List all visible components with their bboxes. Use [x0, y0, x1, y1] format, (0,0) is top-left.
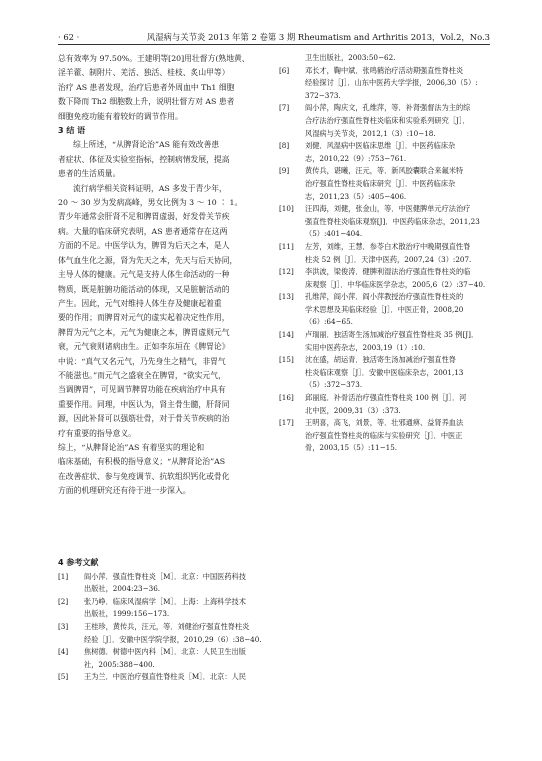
body-text: 流行病学相关资料证明，AS 多发于青少年， 20 ～ 30 岁为发病高峰，男女比例为 3 ～ 10 ∶ 1。 青少年通常会肝肾不足和脾胃虚弱，好发骨关节疾 病。大量的临床研究表明，AS 患者通常存在这两 方面的不足。中医学认为，脾胃为后天之本，是人 体气血生化之源，肾为先天之本，先天与后天协同， 主导人体的健康。元气是支持人体生命活动的一种 物质，既是脏腑功能活动的体现，又是脏腑活动的 产生。因此，元气对维持人体生存及健康起着重 要的作用；而脾胃对元气的虚实起着决定性作用， 脾胃为元气之本，元气为健康之本，脾胃虚则元气 衰，元气衰则诸病由生。正如李东垣在《脾胃论》 中说：“真气又名元气，乃先身生之精气，非胃气 不能滋也。”而元气之盛衰全在脾胃，“欲实元气， 当调脾胃”，可见调节脾胃功能在疾病治疗中具有 重要作用。同理，中医认为，肾主骨生髓，肝肾同 源，因此补肾可以强筋壮骨，对于骨关节疾病的治 疗有重要的指导意义。 综上，“从脾肾论治”AS 有着坚实的理论和 临床基础，有积极的指导意义；“从脾肾论治”AS 在改善症状、参与免疫调节、抗软组织钙化或骨化 方面的机理研究还有待于进一步深入。 [58, 183, 243, 496]
reference-item: （6）:64−65. [305, 317, 353, 327]
reference-item: [9] 黄传兵，谌曦，汪元，等．新风胶囊联合来氟米特 治疗强直性脊柱炎临床研究［J］．中医药临床杂 [279, 166, 464, 188]
page-number: · 62 · [58, 32, 80, 42]
reference-item: （5）:401−404. [305, 229, 363, 239]
reference-item: [16] 邱丽庭．补骨活治疗强直性脊柱炎 100 例［J］．河 北中医，2009,31（3）:373. [279, 393, 467, 415]
reference-item: [13] 孔维萍，阎小萍．阎小萍教授治疗强直性脊柱炎的 学术思想及其临床经验［J］．中医正骨，2008,20 [279, 292, 464, 314]
body-text: 综上所述，“从脾肾论治”AS 能有效改善患 者症状、体征及实验室指标，控制病情发展，提高 患者的生活质量。 [58, 140, 230, 179]
reference-item: [10] 汪四海，刘健，张金山，等．中医健脾单元疗法治疗 强直性脊柱炎临床观察[J]．中医药临床杂志，2011,23 [279, 204, 480, 226]
body-text [58, 513, 268, 556]
section-heading-conclusion: 3 结 语 [58, 126, 86, 136]
reference-item: [1] 阎小萍．强直性脊柱炎［M］．北京：中国医药科技 出版社，2004:23−36. [58, 571, 246, 594]
reference-item: （5）:372−373. [305, 380, 363, 390]
reference-item: [7] 阎小萍，陶庆文，孔维萍，等．补肾强督法为主的综 合疗法治疗强直性脊柱炎临床和实验系列研究［J］． 风湿病与关节炎，2012,1（3）:10−18. [279, 103, 471, 138]
reference-item: [6] 邓长才，鞠中斌．张鸣鹤治疗活动期强直性脊柱炎 经验探讨［J］．山东中医药大学学报，2006,30（5）: 372−373. [279, 65, 478, 100]
reference-item: [14] 卢瑞丽．独活寄生汤加减治疗强直性脊柱炎 35 例[J]． 实用中医药杂志，2003,19（1）:10. [279, 330, 479, 352]
body-text: 总有效率为 97.50%。王建明等[20]用壮督方(熟地黄、 淫羊藿、制附片、羌活、独活、桂枝、炙山甲等） 治疗 AS 患者发现，治疗后患者外周血中 Th1 细胞 数下降而 Th2 细胞数上升，说明壮督方对 AS 患者 细胞免疫功能有着较好的调节作用。 [58, 54, 250, 121]
reference-item: [2] 张乃峥．临床风湿病学［M］．上海：上海科学技术 出版社，1999:156−173. [58, 596, 246, 619]
reference-item: 志，2011,23（5）:405−406. [305, 191, 407, 201]
reference-continuation: 卫生出版社，2003:50−62. [305, 53, 396, 62]
reference-item: [11] 左芳，刘维，王慧．参苓白术散治疗中晚期强直性脊 柱炎 52 例［J］．天津中医药，2007,24（3）:207. [279, 241, 472, 264]
reference-item: [5] 王为兰．中医治疗强直性脊柱炎［M］．北京：人民 [58, 672, 246, 682]
reference-item: [17] 王明喜，高飞，刘景，等．壮邪通痹、益肾养血法 治疗强直性脊柱炎的临床与实验研究［J］．中医正 [279, 418, 464, 440]
reference-item: [8] 刘健．风湿病中医临床思维［J］．中医药临床杂 志，2010,22（9）:753−761. [279, 141, 456, 163]
reference-item: [4] 焦树德．树德中医内科［M］．北京：人民卫生出版 社，2005:388−400. [58, 647, 246, 669]
left-column [58, 52, 268, 684]
running-header [58, 30, 490, 45]
right-column [279, 52, 490, 455]
reference-item: [12] 李洪波，梁俊涛．健脾利湿法治疗强直性脊柱炎的临 床观察［J］．中华临床医学杂志，2005,6（2）:37−40. [279, 267, 486, 289]
section-heading-references: 4 参考文献 [58, 558, 99, 568]
reference-item: [3] 王桂珍，黄传兵，汪元，等．刘健治疗强直性脊柱炎 经验［J］．安徽中医学院学报，2010,29（6）:38−40. [58, 622, 262, 644]
reference-item: [15] 沈在盛，胡运青．独活寄生汤加减治疗强直性脊 柱炎临床观察［J］．安徽中医临床杂志，2001,13 [279, 355, 464, 377]
reference-item: 骨，2003,15（5）:11−15. [305, 443, 398, 453]
journal-info: 风湿病与关节炎 2013 年第 2 卷第 3 期 Rheumatism and Arthritis 2013，Vol.2，No.3 [146, 32, 490, 42]
